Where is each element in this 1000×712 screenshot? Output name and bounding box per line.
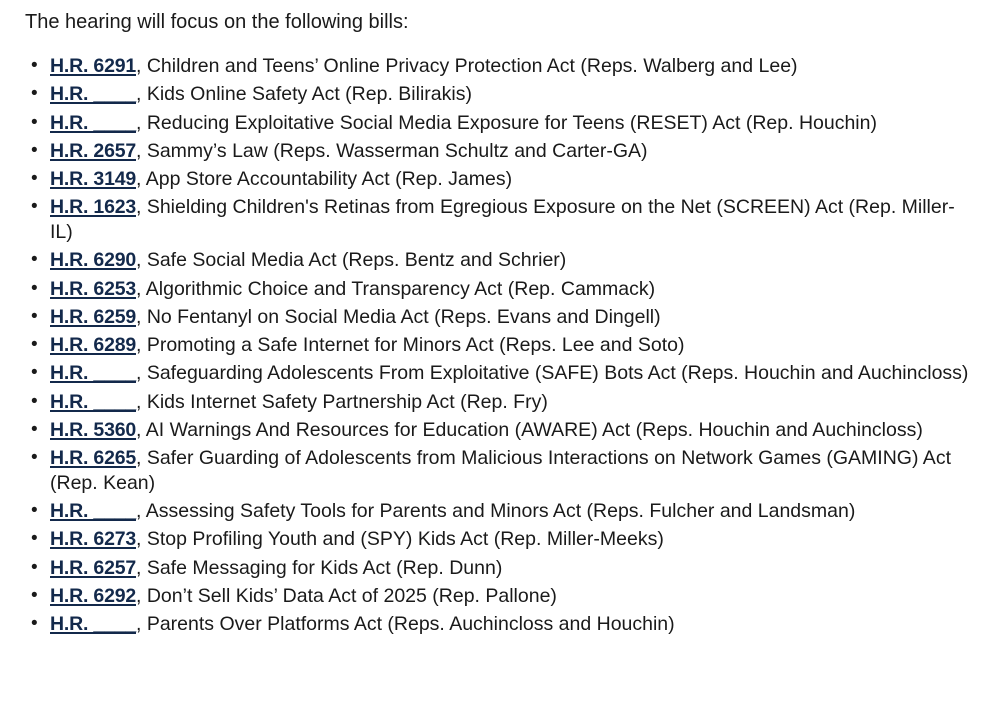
list-item (25, 54, 970, 79)
bill-number-link[interactable]: H.R. ____ (50, 500, 136, 523)
list-item (25, 333, 970, 358)
bill-description: , No Fentanyl on Social Media Act (Reps. Evans and Dingell) (136, 305, 661, 328)
bill-description: , Parents Over Platforms Act (Reps. Auchincloss and Houchin) (136, 613, 675, 636)
bill-number-link[interactable]: H.R. 6291 (50, 55, 136, 77)
bill-number-link[interactable]: H.R. ____ (50, 83, 136, 106)
bill-number-link[interactable]: H.R. 6273 (50, 528, 136, 551)
bill-description: , Kids Online Safety Act (Rep. Bilirakis) (136, 83, 472, 106)
bill-number-link[interactable]: H.R. 6265 (50, 447, 136, 470)
bullet-icon: • (31, 196, 38, 218)
bill-description: , Children and Teens’ Online Privacy Protection Act (Reps. Walberg and Lee) (136, 55, 798, 77)
list-item (25, 248, 970, 273)
list-item (25, 361, 970, 386)
bill-number-link[interactable]: H.R. 6253 (50, 277, 136, 300)
bill-number-link[interactable]: H.R. 1623 (50, 196, 136, 219)
list-item (25, 277, 970, 302)
bullet-icon: • (31, 500, 38, 522)
list-item (25, 584, 970, 609)
bill-description: , Safer Guarding of Adolescents from Malicious Interactions on Network Games (GAMING) Act (Rep. Kean) (50, 447, 951, 494)
bill-description: , Assessing Safety Tools for Parents and Minors Act (Reps. Fulcher and Landsman) (136, 500, 856, 523)
bullet-icon: • (31, 362, 38, 384)
list-item (25, 612, 970, 637)
bullet-icon: • (31, 390, 38, 412)
bill-description: , Reducing Exploitative Social Media Exposure for Teens (RESET) Act (Rep. Houchin) (136, 111, 877, 134)
bill-description: , Promoting a Safe Internet for Minors Act (Reps. Lee and Soto) (136, 334, 685, 357)
bullet-icon: • (31, 111, 38, 133)
bill-number-link[interactable]: H.R. ____ (50, 362, 136, 385)
bullet-icon: • (31, 55, 38, 76)
bullet-icon: • (31, 419, 38, 441)
bill-description: , Don’t Sell Kids’ Data Act of 2025 (Rep. Pallone) (136, 585, 557, 608)
list-item (25, 499, 970, 524)
bill-description: , App Store Accountability Act (Rep. James) (136, 168, 513, 191)
bullet-icon: • (31, 83, 38, 105)
bill-number-link[interactable]: H.R. 6257 (50, 556, 136, 579)
bill-description: , Shielding Children's Retinas from Egregious Exposure on the Net (SCREEN) Act (Rep. Miller-IL) (50, 196, 955, 243)
bill-description: , Stop Profiling Youth and (SPY) Kids Act (Rep. Miller-Meeks) (136, 528, 664, 551)
bill-description: , Safe Social Media Act (Reps. Bentz and Schrier) (136, 249, 567, 272)
bill-description: , Algorithmic Choice and Transparency Act (Rep. Cammack) (136, 277, 656, 300)
bullet-icon: • (31, 556, 38, 578)
bill-number-link[interactable]: H.R. 2657 (50, 139, 136, 162)
bill-list (25, 54, 1000, 637)
bullet-icon: • (31, 585, 38, 607)
bill-description: , Kids Internet Safety Partnership Act (Rep. Fry) (136, 390, 548, 413)
list-item (25, 418, 970, 443)
list-item (25, 556, 970, 581)
list-item (25, 390, 970, 415)
bill-number-link[interactable]: H.R. 6259 (50, 305, 136, 328)
bullet-icon: • (31, 528, 38, 550)
bullet-icon: • (31, 447, 38, 469)
bullet-icon: • (31, 305, 38, 327)
list-item (25, 167, 970, 192)
bill-description: , Sammy’s Law (Reps. Wasserman Schultz and Carter-GA) (136, 139, 648, 162)
bullet-icon: • (31, 334, 38, 356)
bill-description: , Safe Messaging for Kids Act (Rep. Dunn) (136, 556, 503, 579)
bill-number-link[interactable]: H.R. ____ (50, 613, 136, 636)
bullet-icon: • (31, 139, 38, 161)
bill-number-link[interactable]: H.R. 6289 (50, 334, 136, 357)
list-item (25, 139, 970, 164)
bill-number-link[interactable]: H.R. ____ (50, 390, 136, 413)
bill-number-link[interactable]: H.R. 6292 (50, 585, 136, 608)
list-item (25, 195, 970, 244)
list-item (25, 305, 970, 330)
bill-description: , AI Warnings And Resources for Education (AWARE) Act (Reps. Houchin and Auchincloss) (136, 419, 923, 442)
bill-number-link[interactable]: H.R. 6290 (50, 249, 136, 272)
bill-description: , Safeguarding Adolescents From Exploitative (SAFE) Bots Act (Reps. Houchin and Auchincloss) (136, 362, 969, 385)
intro-text: The hearing will focus on the following bills: (25, 11, 409, 33)
list-item (25, 82, 970, 107)
list-item (25, 527, 970, 552)
bill-number-link[interactable]: H.R. 3149 (50, 168, 136, 191)
bullet-icon: • (31, 168, 38, 190)
bullet-icon: • (31, 249, 38, 271)
list-item (25, 446, 970, 495)
bill-number-link[interactable]: H.R. ____ (50, 111, 136, 134)
bullet-icon: • (31, 277, 38, 299)
bullet-icon: • (31, 613, 38, 635)
list-item (25, 111, 970, 136)
bill-number-link[interactable]: H.R. 5360 (50, 419, 136, 442)
